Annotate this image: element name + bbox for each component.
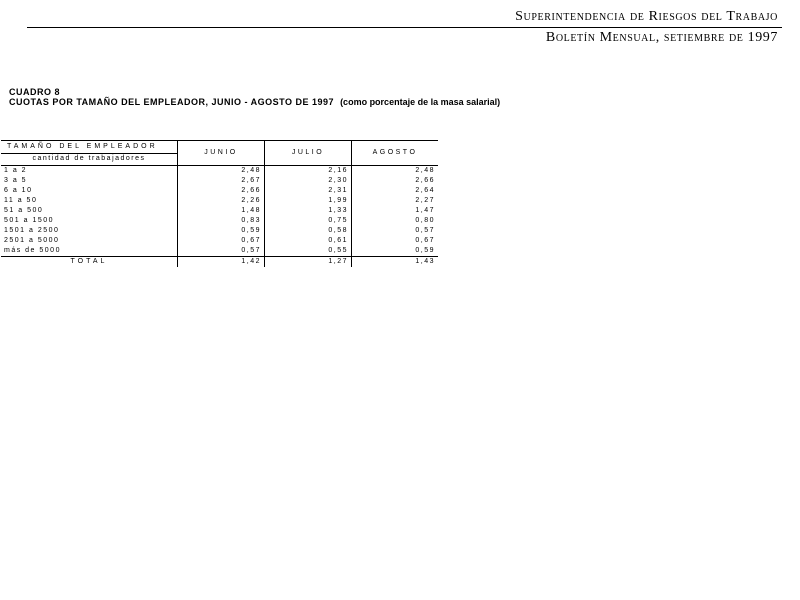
row-label: 6 a 10: [4, 187, 33, 194]
row-label: 501 a 1500: [4, 217, 55, 224]
header-workers-count: cantidad de trabajadores: [1, 153, 178, 166]
cell-julio: 1,33: [265, 206, 352, 216]
row-label: más de 5000: [4, 247, 61, 254]
col-header-junio: JUNIO: [178, 141, 265, 166]
cell-agosto: 2,27: [352, 196, 439, 206]
table-caption: [9, 97, 500, 107]
quota-table: [1, 140, 438, 267]
cell-junio: 0,57: [178, 246, 265, 257]
cell-agosto: 2,48: [352, 166, 439, 177]
cell-agosto: 0,57: [352, 226, 439, 236]
header-divider: [27, 27, 782, 28]
row-label: 3 a 5: [4, 177, 28, 184]
table-row: [1, 206, 438, 216]
cell-agosto: 2,66: [352, 176, 439, 186]
cell-junio: 2,67: [178, 176, 265, 186]
cell-julio: 0,58: [265, 226, 352, 236]
table-row: [1, 176, 438, 186]
cell-junio: 0,59: [178, 226, 265, 236]
cell-agosto: 1,47: [352, 206, 439, 216]
table-title: CUOTAS POR TAMAÑO DEL EMPLEADOR, JUNIO - AGOSTO DE 1997: [9, 97, 335, 107]
table-row: [1, 186, 438, 196]
row-label: 2501 a 5000: [4, 237, 60, 244]
total-row: [1, 257, 438, 268]
table-row: [1, 166, 438, 177]
total-junio: 1,42: [178, 257, 265, 268]
row-label: 11 a 50: [4, 197, 38, 204]
cell-julio: 2,31: [265, 186, 352, 196]
cell-junio: 2,26: [178, 196, 265, 206]
report-header-subtitle: Boletín Mensual, setiembre de 1997: [545, 30, 778, 45]
row-label: 1 a 2: [1, 166, 178, 177]
cell-junio: 1,48: [178, 206, 265, 216]
cell-julio: 0,61: [265, 236, 352, 246]
total-agosto: 1,43: [352, 257, 439, 268]
row-label: 51 a 500: [4, 207, 44, 214]
header-employer-size: TAMAÑO DEL EMPLEADOR: [1, 141, 178, 154]
row-label: 1501 a 2500: [4, 227, 60, 234]
table-row: [1, 226, 438, 236]
col-header-agosto: AGOSTO: [352, 141, 439, 166]
table-row: [1, 216, 438, 226]
cell-julio: 2,16: [265, 166, 352, 177]
cell-junio: 2,66: [178, 186, 265, 196]
cell-agosto: 0,67: [352, 236, 439, 246]
col-header-julio: JULIO: [265, 141, 352, 166]
cell-junio: 0,83: [178, 216, 265, 226]
table-row: [1, 196, 438, 206]
cell-junio: 2,48: [178, 166, 265, 177]
total-julio: 1,27: [265, 257, 352, 268]
cell-agosto: 0,80: [352, 216, 439, 226]
cell-julio: 0,75: [265, 216, 352, 226]
cell-julio: 2,30: [265, 176, 352, 186]
table-note: (como porcentaje de la masa salarial): [340, 97, 501, 107]
table-row: [1, 236, 438, 246]
cell-junio: 0,67: [178, 236, 265, 246]
cell-agosto: 2,64: [352, 186, 439, 196]
cell-agosto: 0,59: [352, 246, 439, 257]
report-header-title: Superintendencia de Riesgos del Trabajo: [515, 9, 778, 24]
total-label: TOTAL: [1, 257, 178, 268]
table-label: CUADRO 8: [9, 87, 61, 97]
cell-julio: 0,55: [265, 246, 352, 257]
table-row: [1, 246, 438, 257]
cell-julio: 1,99: [265, 196, 352, 206]
